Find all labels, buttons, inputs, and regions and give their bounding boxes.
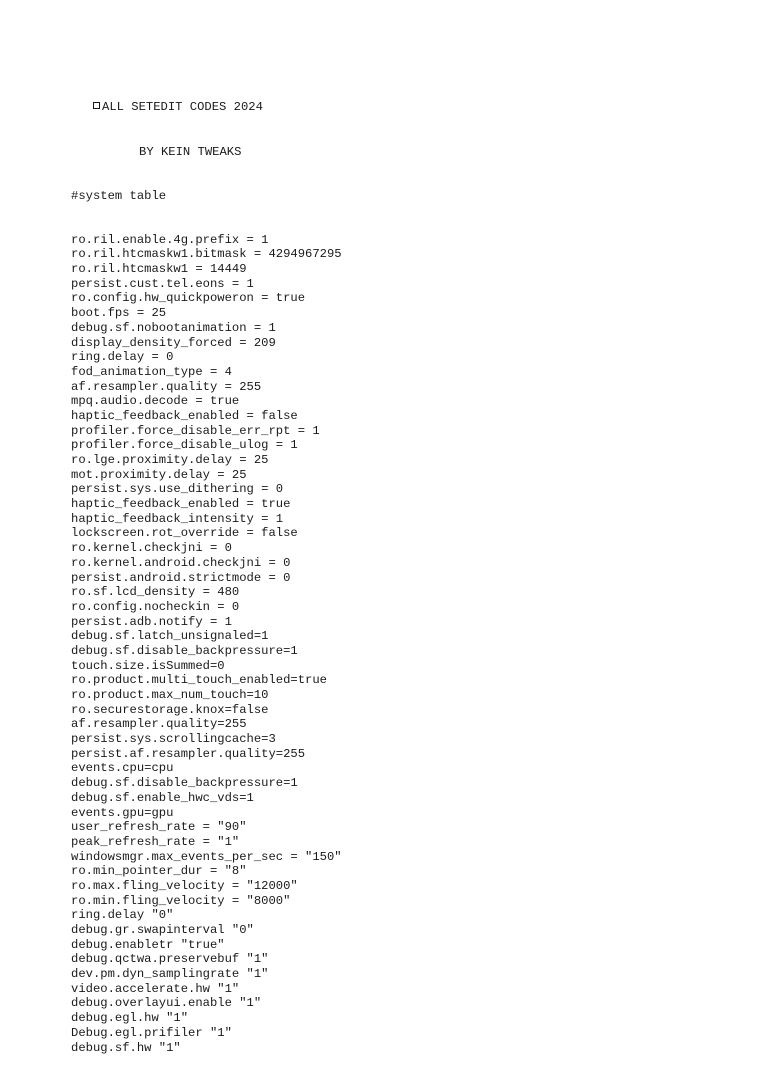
setting-line: ro.config.hw_quickpoweron = true [71, 291, 306, 306]
setting-line: Debug.egl.prifiler "1" [71, 1025, 232, 1040]
setting-lines-list [71, 233, 751, 1056]
setting-line: ro.ril.htcmaskw1 = 14449 [71, 262, 247, 277]
setting-line: haptic_feedback_enabled = false [71, 408, 298, 423]
setting-line: persist.sys.use_dithering = 0 [71, 482, 284, 497]
setting-line: ro.product.multi_touch_enabled=true [71, 673, 327, 688]
setting-line: ro.max.fling_velocity = "12000" [71, 878, 298, 893]
setting-line: ro.kernel.android.checkjni = 0 [71, 555, 291, 570]
setting-line: mpq.audio.decode = true [71, 394, 240, 409]
document-title: ALL SETEDIT CODES 2024 [102, 100, 263, 115]
setting-line: debug.overlayui.enable "1" [71, 996, 262, 1011]
section-heading: #system table [71, 188, 167, 203]
checkbox-square-icon [93, 102, 100, 109]
setting-line: profiler.force_disable_err_rpt = 1 [71, 423, 320, 438]
setting-line: boot.fps = 25 [71, 306, 167, 321]
setting-line: ro.product.max_num_touch=10 [71, 688, 269, 702]
setting-line: ro.ril.htcmaskw1.bitmask = 4294967295 [71, 247, 342, 262]
setting-line: lockscreen.rot_override = false [71, 526, 298, 541]
setting-line: display_density_forced = 209 [71, 335, 276, 350]
setting-line: events.cpu=cpu [71, 761, 174, 776]
setting-line: debug.qctwa.preservebuf "1" [71, 952, 269, 967]
setting-line: video.accelerate.hw "1" [71, 981, 240, 996]
setting-line: ring.delay = 0 [71, 350, 174, 365]
setting-line: persist.sys.scrollingcache=3 [71, 732, 276, 747]
setting-line: debug.enabletr "true" [71, 937, 225, 952]
setting-line: debug.sf.disable_backpressure=1 [71, 776, 298, 791]
setting-line: windowsmgr.max_events_per_sec = "150" [71, 849, 342, 864]
setting-line: events.gpu=gpu [71, 805, 174, 820]
setting-line: ro.sf.lcd_density = 480 [71, 585, 240, 600]
setting-line: haptic_feedback_intensity = 1 [71, 511, 284, 526]
setting-line: ro.config.nocheckin = 0 [71, 599, 240, 614]
setting-line: debug.sf.latch_unsignaled=1 [71, 629, 269, 644]
setting-line: af.resampler.quality = 255 [71, 379, 262, 394]
setting-line: ro.kernel.checkjni = 0 [71, 541, 232, 556]
setting-line: ro.min_pointer_dur = "8" [71, 864, 247, 879]
setting-line: debug.sf.hw "1" [71, 1040, 181, 1055]
setting-line: profiler.force_disable_ulog = 1 [71, 438, 298, 453]
setting-line: mot.proximity.delay = 25 [71, 467, 247, 482]
setting-line: peak_refresh_rate = "1" [71, 834, 240, 849]
setting-line: ro.securestorage.knox=false [71, 702, 269, 717]
setting-line: fod_animation_type = 4 [71, 364, 232, 379]
setting-line: af.resampler.quality=255 [71, 717, 247, 732]
setting-line: ro.min.fling_velocity = "8000" [71, 893, 291, 908]
setting-line: ro.lge.proximity.delay = 25 [71, 453, 269, 467]
document-title-row [71, 100, 751, 115]
setting-line: ro.ril.enable.4g.prefix = 1 [71, 232, 269, 247]
setting-line: persist.adb.notify = 1 [71, 614, 232, 629]
setting-line: persist.android.strictmode = 0 [71, 570, 291, 585]
setting-line: debug.sf.disable_backpressure=1 [71, 643, 298, 658]
setting-line: debug.gr.swapinterval "0" [71, 923, 254, 937]
setting-line: ring.delay "0" [71, 908, 174, 923]
setting-line: debug.sf.enable_hwc_vds=1 [71, 790, 254, 805]
setting-line: dev.pm.dyn_samplingrate "1" [71, 967, 269, 982]
setting-line: user_refresh_rate = "90" [71, 820, 247, 835]
setting-line: debug.egl.hw "1" [71, 1011, 189, 1026]
document-byline: BY KEIN TWEAKS [139, 144, 242, 159]
setting-line: touch.size.isSummed=0 [71, 658, 225, 673]
setting-line: persist.cust.tel.eons = 1 [71, 276, 254, 291]
setting-line: persist.af.resampler.quality=255 [71, 746, 306, 761]
setting-line: haptic_feedback_enabled = true [71, 497, 291, 512]
setting-line: debug.sf.nobootanimation = 1 [71, 320, 276, 335]
document-body [71, 71, 751, 1070]
